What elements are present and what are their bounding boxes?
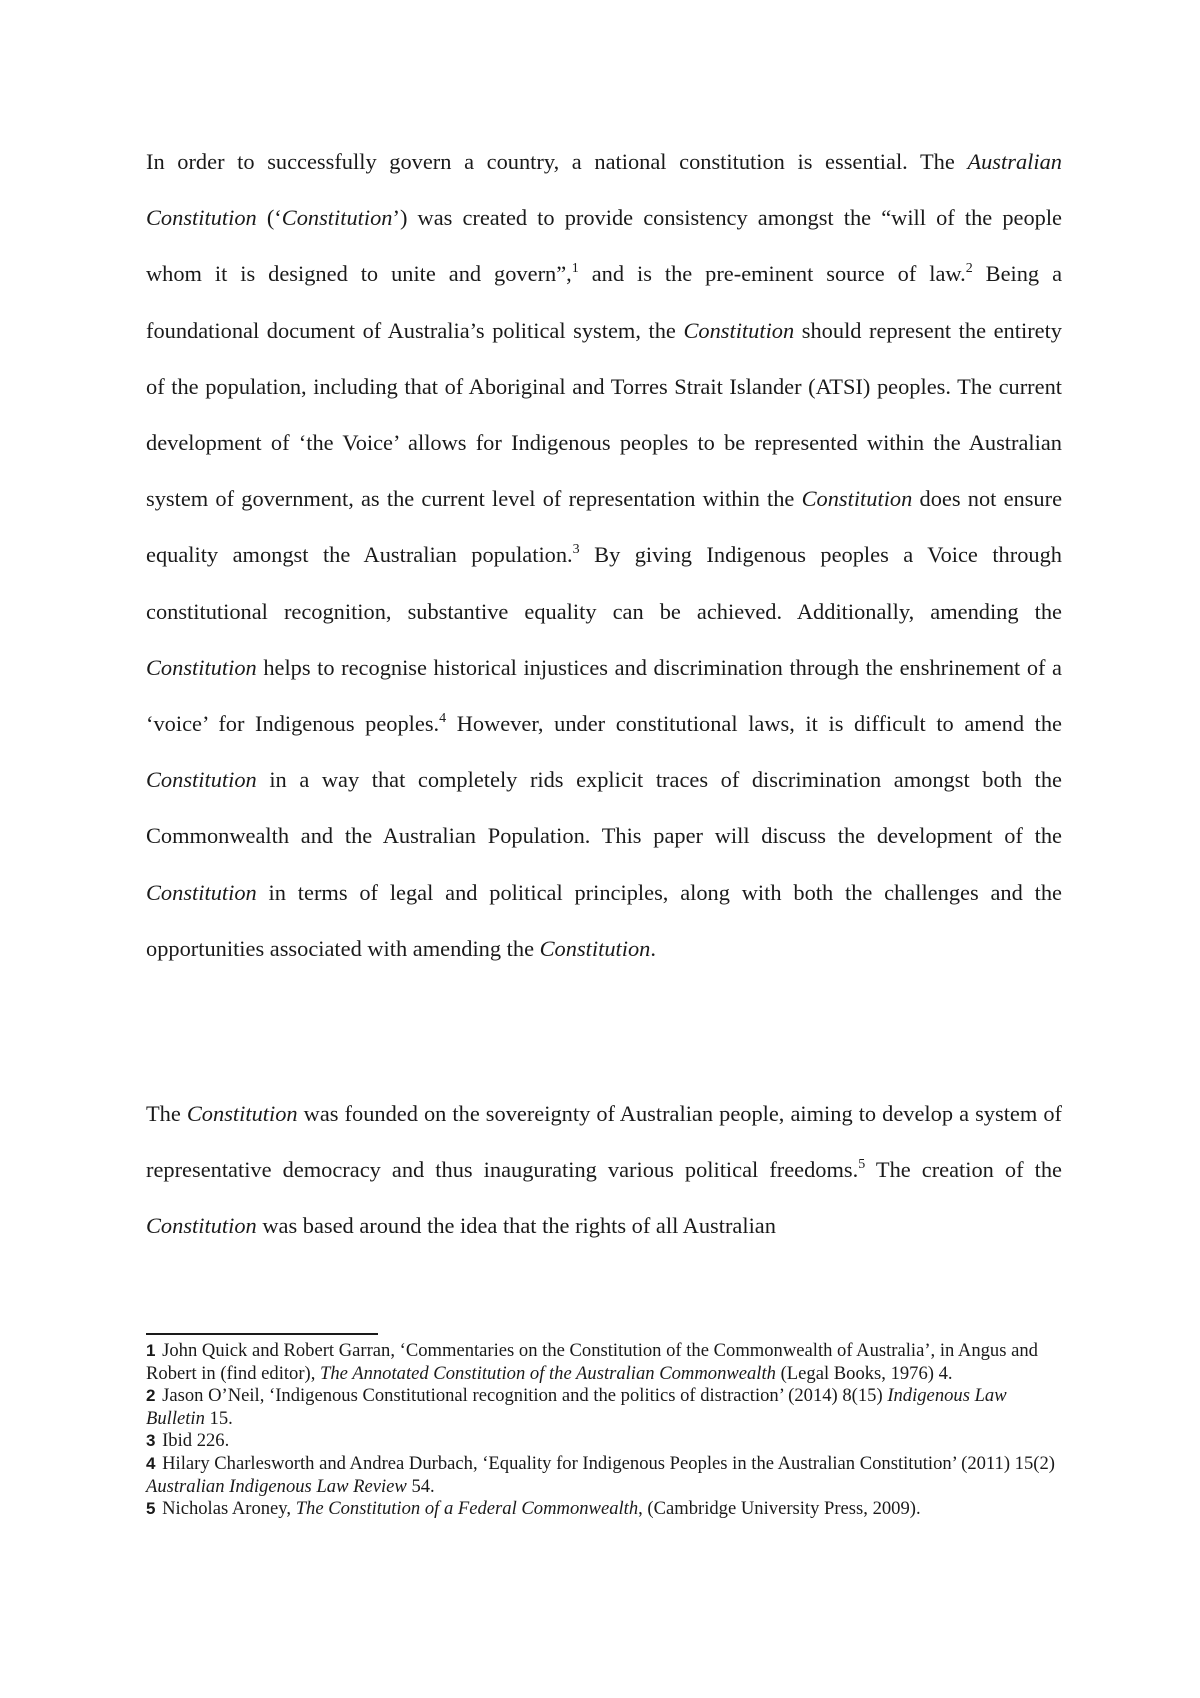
body-italic-text: Constitution: [146, 767, 257, 793]
body-text: was founded on the sovereignty of Australian people, aiming to develop a system of representative democracy and thus inaugurating various political freedoms.: [146, 1101, 1062, 1183]
footnote-text: 15.: [204, 1407, 233, 1429]
footnotes: [146, 1340, 1062, 1521]
footnote-number: 3: [146, 1431, 156, 1451]
body-text: (‘: [256, 205, 282, 231]
footnote-separator: [146, 1333, 378, 1335]
body-paragraph-1: [146, 134, 1062, 977]
footnote-ref: 2: [965, 261, 973, 277]
body-italic-text: Constitution: [146, 654, 257, 680]
footnote-ref: 1: [571, 261, 579, 277]
body-text: was based around the idea that the rights of all Australian: [256, 1213, 776, 1239]
footnote-text: Jason O’Neil, ‘Indigenous Constitutional recognition and the politics of distraction’ (2014) 8(15): [157, 1385, 888, 1407]
body-text: should represent the entirety of the population, including that of Aboriginal and Torres Strait Islander (ATSI) peoples. The current development of ‘the Voice’ allows for Indigenous peoples to be represented within the Australian system of government, as the current level of representation within the: [146, 317, 1062, 512]
footnote-text: Ibid 226.: [157, 1430, 230, 1452]
footnote-number: 4: [146, 1453, 156, 1473]
footnote-number: 5: [146, 1499, 156, 1519]
footnote-1: [146, 1340, 1062, 1385]
footnote-text: John Quick and Robert Garran, ‘Commentaries on the Constitution of the Commonwealth of Australia’, in Angus and Robert in (find editor),: [146, 1340, 1038, 1384]
body-text: By giving Indigenous peoples a Voice through constitutional recognition, substantive equality can be achieved. Additionally, amending the: [146, 542, 1062, 624]
body-text: .: [650, 935, 656, 961]
body-italic-text: Constitution: [146, 1213, 257, 1239]
footnote-text: (Legal Books, 1976) 4.: [775, 1362, 953, 1384]
footnote-ref: 4: [439, 711, 447, 727]
body-text: However, under constitutional laws, it is difficult to amend the: [446, 711, 1062, 737]
footnote-italic-text: Indigenous Law Bulletin: [146, 1385, 1007, 1429]
body-text: Being a foundational document of Australia’s political system, the: [146, 261, 1063, 343]
footnote-4: [146, 1453, 1062, 1498]
body-paragraph-2: [146, 1086, 1062, 1255]
footnote-text: Hilary Charlesworth and Andrea Durbach, ‘Equality for Indigenous Peoples in the Australian Constitution’ (2011) 15(2): [157, 1452, 1055, 1474]
footnote-5: [146, 1498, 1062, 1521]
footnote-3: [146, 1430, 1062, 1453]
footnote-text: Nicholas Aroney,: [157, 1498, 296, 1520]
body-italic-text: Constitution: [146, 879, 257, 905]
body-text: The creation of the: [865, 1157, 1062, 1183]
body-text: in terms of legal and political principles, along with both the challenges and the opportunities associated with amending the: [146, 879, 1062, 961]
body-italic-text: Constitution: [186, 1101, 298, 1126]
footnote-ref: 5: [858, 1157, 866, 1173]
body-text: and is the pre-eminent source of law.: [578, 261, 966, 287]
body-italic-text: Constitution: [683, 317, 795, 343]
footnote-italic-text: The Annotated Constitution of the Australian Commonwealth: [320, 1362, 776, 1384]
body-italic-text: Constitution: [539, 935, 651, 961]
body-italic-text: Constitution: [801, 486, 913, 512]
footnote-italic-text: The Constitution of a Federal Commonwealth: [295, 1498, 639, 1520]
body-italic-text: Australian Constitution: [146, 149, 1062, 231]
body-italic-text: Constitution: [281, 205, 393, 231]
body-text: ’) was created to provide consistency amongst the “will of the people whom it is designed to unite and govern”,: [146, 205, 1062, 287]
body-text: The: [146, 1101, 187, 1126]
footnote-number: 2: [146, 1386, 156, 1406]
body-text: in a way that completely rids explicit traces of discrimination amongst both the Commonwealth and the Australian Population. This paper will discuss the development of the: [146, 767, 1062, 849]
footnote-italic-text: Australian Indigenous Law Review: [146, 1475, 407, 1497]
footnote-2: [146, 1385, 1062, 1430]
footnote-text: 54.: [406, 1475, 435, 1497]
body-text: In order to successfully govern a country, a national constitution is essential. The: [146, 149, 968, 174]
footnote-number: 1: [146, 1341, 156, 1360]
body-text: helps to recognise historical injustices and discrimination through the enshrinement of a ‘voice’ for Indigenous peoples.: [146, 654, 1062, 737]
body-text: does not ensure equality amongst the Australian population.: [146, 486, 1063, 568]
footnote-text: , (Cambridge University Press, 2009).: [638, 1498, 921, 1520]
footnote-ref: 3: [572, 542, 580, 558]
